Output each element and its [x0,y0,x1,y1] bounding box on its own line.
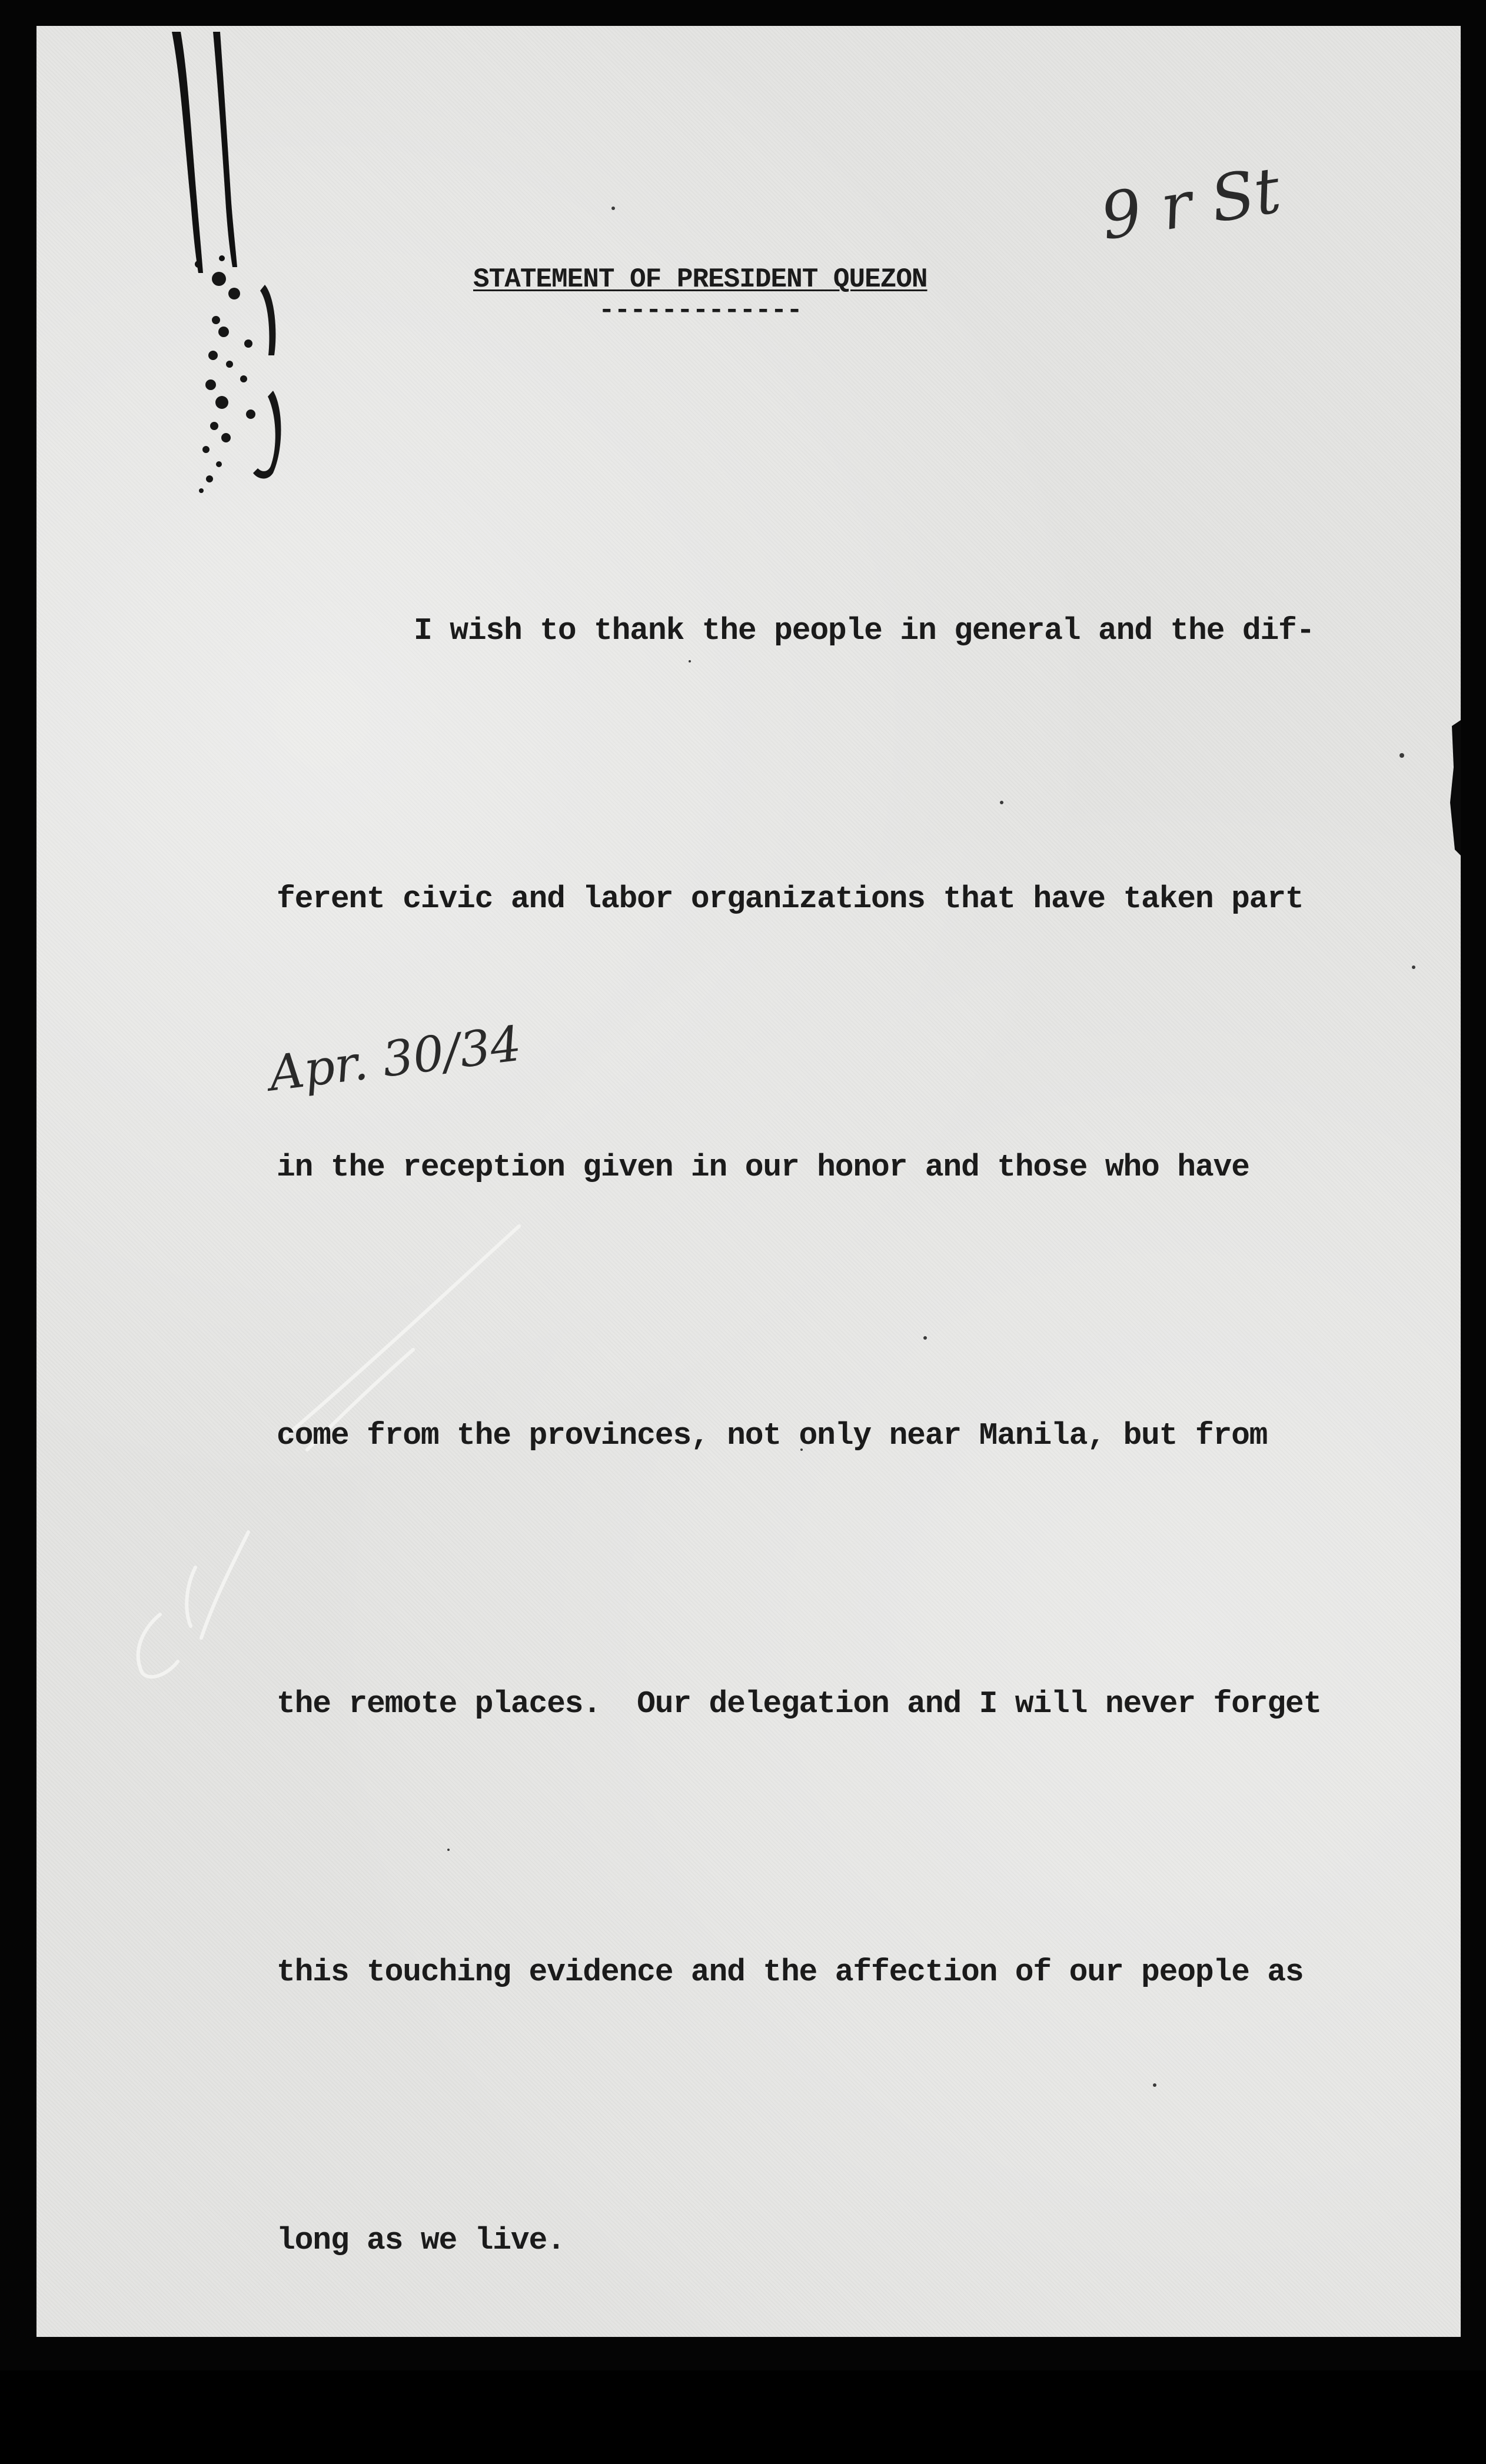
statement-body [277,407,1371,2464]
body-line: ferent civic and labor organizations that have taken part [277,881,1304,917]
handwritten-date: Apr. 30/34 [266,1015,524,1103]
body-line: the remote places. Our delegation and I will never forget [277,1686,1322,1722]
paper-sheet [36,26,1461,2337]
document-title: STATEMENT OF PRESIDENT QUEZON [473,264,927,295]
body-line: long as we live. [277,2223,565,2258]
body-line: I wish to thank the people in general and the dif- [414,613,1315,648]
body-line: this touching evidence and the affection of our people as [277,1954,1304,1990]
title-underline-rule: ------------- [599,295,802,326]
clip-mark-left [199,272,281,493]
handwritten-file-note: 9 r St [1096,154,1286,255]
right-edge-tear [1450,720,1461,855]
body-line: come from the provinces, not only near Manila, but from [277,1418,1268,1453]
body-line: in the reception given in our honor and those who have [277,1150,1249,1185]
staple-mark-top [172,32,237,273]
